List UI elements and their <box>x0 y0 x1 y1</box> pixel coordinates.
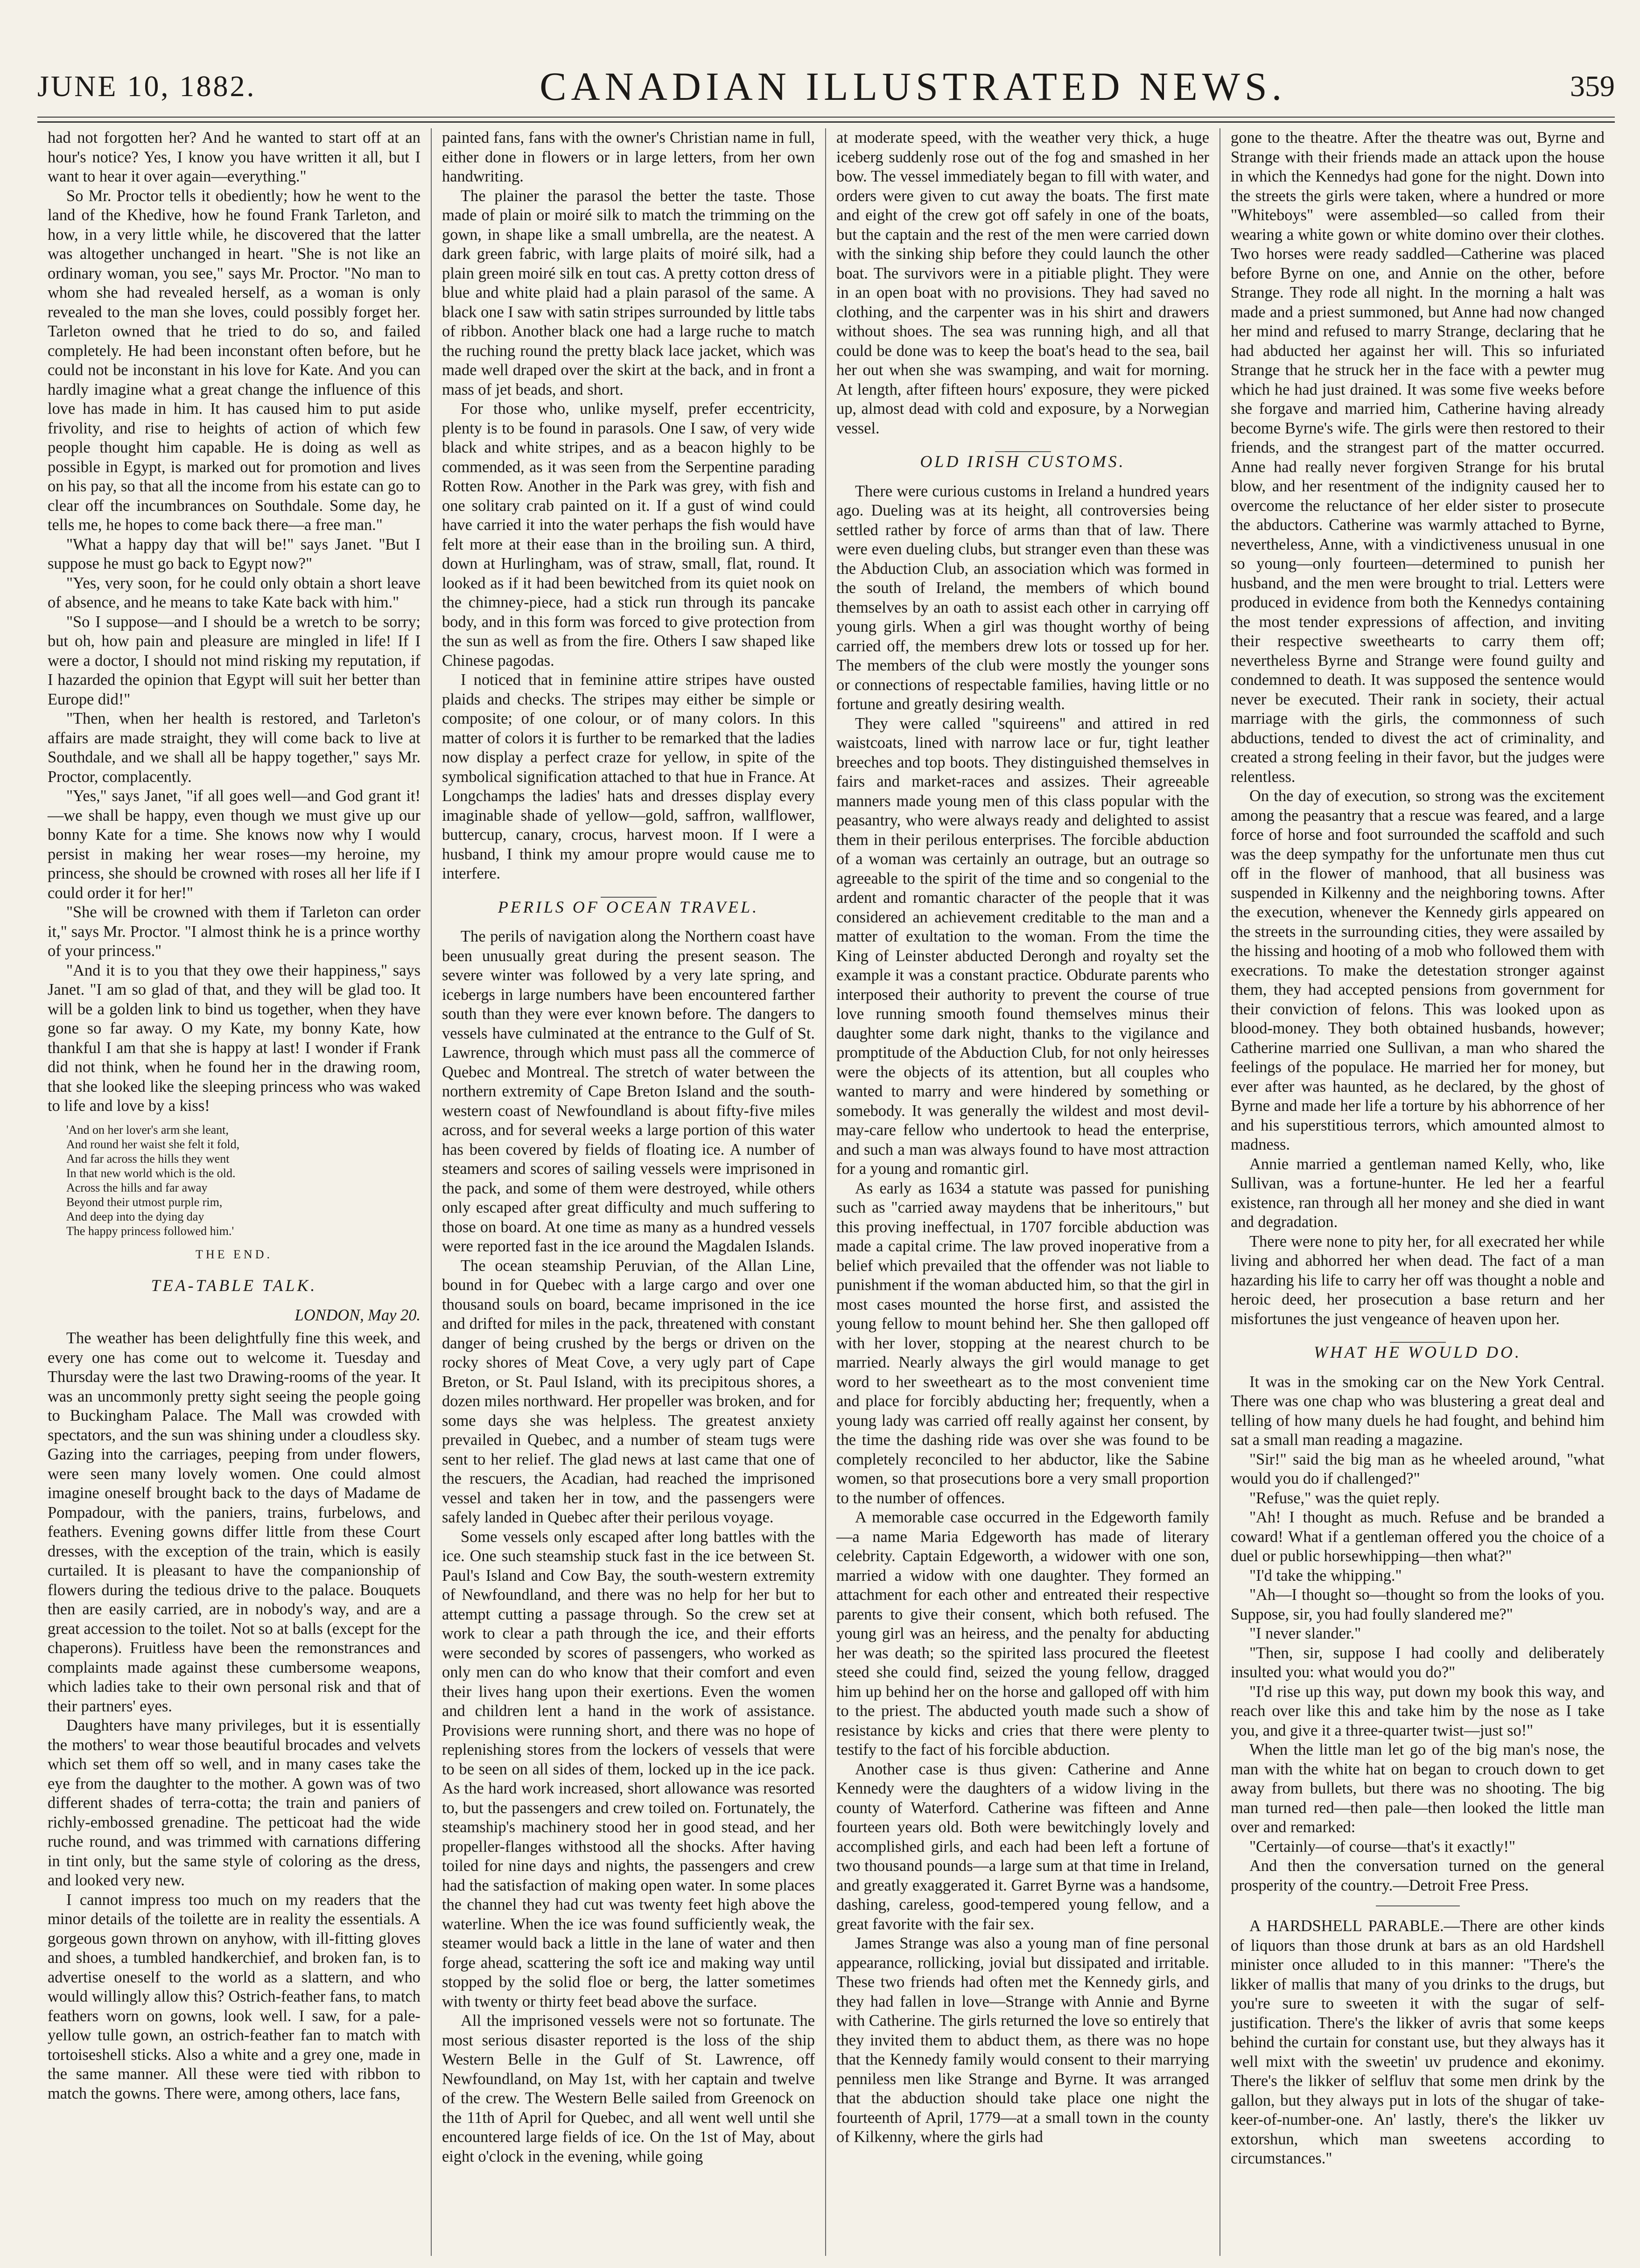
paragraph: "Then, sir, suppose I had coolly and deliberately insulted you: what would you do?" <box>1231 1644 1605 1681</box>
article-columns <box>37 128 1615 2256</box>
paragraph: There were none to pity her, for all execrated her while living and abhorred her when dead. The fact of a man hazarding his life to carry her off was thought a noble and heroic deed, her prosecution a base return and her misfortunes the just vengeance of heaven upon her. <box>1231 1232 1605 1328</box>
paragraph: gone to the theatre. After the theatre was out, Byrne and Strange with their friends made an attack upon the house in which the Kennedys had gone for the night. Down into the streets the girls were taken, where a hundred or more "Whiteboys" were assembled—so called from their wearing a white gown or white domino over their clothes. Two horses were ready saddled—Catherine was placed before Byrne on one, and Annie on the other, before Strange. They rode all night. In the morning a halt was made and a priest summoned, but Anne had now changed her mind and refused to marry Strange, declaring that he had abducted her against her will. This so infuriated Strange that he struck her in the face with a pewter mug which he had just drained. It was some five weeks before she forgave and married him, Catherine having already become Byrne's wife. The girls were then restored to their friends, and the strangest part of the matter occurred. Anne had really never forgiven Strange for his brutal blow, and her resentment of the indignity caused her to overcome the reluctance of her elder sister to prosecute the abductors. Catherine was warmly attached to Byrne, nevertheless, Anne, with a vindictiveness unusual in one so young—only fourteen—determined to punish her husband, and the men were brought to trial. Letters were produced in evidence from both the Kennedys containing the most tender expressions of affection, and inviting their respective sweethearts to carry them off; nevertheless Byrne and Strange were found guilty and condemned to death. It was supposed the sentence would never be executed. Their rank in society, their actual marriage with the girls, the commonness of such abductions, tended to divest the act of criminality, and created a strong feeling in their favor, but the judges were relentless. <box>1231 129 1605 786</box>
paragraph: at moderate speed, with the weather very thick, a huge iceberg suddenly rose out of the fog and smashed in her bow. The vessel immediately began to fill with water, and orders were given to cut away the boats. The first mate and eight of the crew got off safely in one of the boats, but the captain and the rest of the men were carried down with the sinking ship before they could launch the other boat. The survivors were in a pitiable plight. They were in an open boat with no provisions. They had saved no clothing, and the carpenter was in his shirt and drawers without shoes. The sea was running high, and all that could be done was to keep the boat's head to the sea, bail her out when she was swamping, and wait for morning. At length, after fifteen hours' exposure, they were picked up, almost dead with cold and exposure, by a Norwegian vessel. <box>836 129 1209 437</box>
paragraph: I noticed that in feminine attire stripes have ousted plaids and checks. The stripes may either be simple or composite; of one colour, or of many colors. In this matter of colors it is further to be remarked that the ladies now display a perfect craze for yellow, in spite of the symbolical signification attached to that hue in France. At Longchamps the ladies' hats and dresses display every imaginable shade of yellow—gold, saffron, wallflower, buttercup, canary, crocus, harvest moon. If I were a husband, I think my amour propre would cause me to interfere. <box>442 671 815 882</box>
story-end-marker: THE END. <box>196 1247 273 1261</box>
page-header <box>37 56 1615 117</box>
paragraph: The weather has been delightfully fine this week, and every one has come out to welcome it. Tuesday and Thursday were the last two Drawing-rooms of the year. It was an uncommonly pretty sight seeing the people going to Buckingham Palace. The Mall was crowded with spectators, and the sun was shining under a cloudless sky. Gazing into the carriages, peeping from under flowers, were seen many lovely women. One could almost imagine oneself brought back to the days of Madame de Pompadour, with the paniers, trains, furbelows, and feathers. Evening gowns differ little from these Court dresses, with the exception of the train, which is easily curtailed. It is pleasant to have the companionship of flowers during the tedious drive to the palace. Bouquets then are easily carried, are in nobody's way, and are a great accession to the toilet. Not so at balls (except for the chaperons). Fruitless have been the remonstrances and complaints made against these cumbersome weapons, which ladies take to their own personal risk and that of their partners' eyes. <box>48 1329 421 1715</box>
paragraph: "Then, when her health is restored, and Tarleton's affairs are made straight, they will come back to live at Southdale, and we shall all be happy together," says Mr. Proctor, complacently. <box>48 710 421 786</box>
paragraph: On the day of execution, so strong was the excitement among the peasantry that a rescue was feared, and a large force of horse and foot surrounded the scaffold and such was the deep sympathy for the unfortunate men thus cut off in the flower of manhood, that all business was suspended in Kilkenny and the neighboring towns. After the execution, whenever the Kennedy girls appeared on the streets in the surrounding cities, they were assailed by the hissing and hooting of a mob who followed them with execrations. To make the detestation stronger against them, they had accepted pensions from government for their conviction of felons. This was looked upon as blood-money. They both obtained husbands, however; Catherine married one Sullivan, a man who shared the feelings of the populace. He married her for money, but ever after was haunted, as he declared, by the ghost of Byrne and made her life a torture by his abhorrence of her and his superstitious terrors, which amounted almost to madness. <box>1231 787 1605 1153</box>
section-divider <box>1376 1905 1460 1906</box>
poem-line: And deep into the dying day <box>66 1209 204 1223</box>
section-heading-text: WHAT HE WOULD DO. <box>1314 1343 1521 1361</box>
section-heading-text: PERILS OF OCEAN TRAVEL. <box>498 897 759 916</box>
poem-line: The happy princess followed him.' <box>66 1224 234 1238</box>
section-heading-text: OLD IRISH CUSTOMS. <box>920 452 1126 471</box>
poem-line: And round her waist she felt it fold, <box>66 1137 240 1151</box>
paragraph <box>1231 1917 1605 2169</box>
paragraph: Daughters have many privileges, but it is essentially the mothers' to wear those beautiful brocades and velvets which set them off so well, and in many cases take the eye from the daughter to the mother. A gown was of two different shades of terra-cotta; the train and paniers of richly-embossed grenadine. The petticoat had the wide ruche round, and was trimmed with carnations differing in tint only, but the same style of coloring as the dress, and looked very new. <box>48 1717 421 1889</box>
poem-quote <box>66 1123 421 1238</box>
paragraph: "And it is to you that they owe their happiness," says Janet. "I am so glad of that, and they will be glad too. It will be a golden link to bind us together, when they have gone so far away. O my Kate, my bonny Kate, how thankful I am that she is happy at last! I wonder if Frank did not think, when he found her in the drawing room, that she looked like the sleeping princess who was waked to life and love by a kiss! <box>48 961 421 1115</box>
paragraph: And then the conversation turned on the general prosperity of the country.—Detroit Free Press. <box>1231 1857 1605 1894</box>
column-4 <box>1220 128 1615 2256</box>
poem-line: And far across the hills they went <box>66 1151 230 1165</box>
paragraph: It was in the smoking car on the New York Central. There was one chap who was blustering a great deal and telling of how many duels he had fought, and behind him sat a small man reading a magazine. <box>1231 1373 1605 1449</box>
paragraph: "Refuse," was the quiet reply. <box>1249 1489 1440 1507</box>
header-rule <box>37 117 1615 123</box>
section-heading <box>442 897 815 917</box>
paragraph: The perils of navigation along the Northern coast have been unusually great during the present season. The severe winter was followed by a very late spring, and icebergs in large numbers have been encountered farther south than they were ever known before. The dangers to vessels have culminated at the entrance to the Gulf of St. Lawrence, through which must pass all the commerce of Quebec and Montreal. The stretch of water between the northern extremity of Cape Breton Island and the south-western coast of Newfoundland is about fifty-five miles across, and for several weeks a large portion of this water has been covered by fields of floating ice. A number of steamers and scores of sailing vessels were imprisoned in the pack, and some of them were destroyed, while others only escaped after great difficulty and much suffering to those on board. At one time as many as a hundred vessels were reported fast in the ice around the Magdalen Islands. <box>442 928 815 1255</box>
column-3 <box>826 128 1220 2256</box>
poem-line: Across the hills and far away <box>66 1180 208 1194</box>
paragraph: "Ah! I thought as much. Refuse and be branded a coward! What if a gentleman offered you the choice of a duel or public horsewhipping—then what?" <box>1231 1508 1605 1565</box>
paragraph: "I never slander." <box>1249 1625 1361 1642</box>
page-number: 359 <box>1570 70 1615 103</box>
paragraph: Annie married a gentleman named Kelly, who, like Sullivan, was a fortune-hunter. He led her a fearful existence, ran through all her money and she died in want and degradation. <box>1231 1155 1605 1231</box>
poem-line: Beyond their utmost purple rim, <box>66 1195 223 1209</box>
paragraph: So Mr. Proctor tells it obediently; how he went to the land of the Khedive, how he found Frank Tarleton, and how, in a very little while, he discovered that the latter was altogether unchanged in heart. "She is not like an ordinary woman, you see," says Mr. Proctor. "No man to whom she had revealed herself, as a woman is only revealed to the man she loves, could possibly forget her. Tarleton owned that he tried to do so, and failed completely. He had been inconstant often before, but he could not be inconstant in his love for Kate. And you can hardly imagine what a great change the influence of this love has made in him. It has caused him to put aside frivolity, and rise to heights of action of which few people thought him capable. He is doing as well as possible in Egypt, is marked out for promotion and lives on his pay, so that all the income from his estate can go to clear off the incumbrances on Southdale. Some day, he tells me, he hopes to come back there—a free man." <box>48 187 421 534</box>
paragraph: A memorable case occurred in the Edgeworth family—a name Maria Edgeworth has made of literary celebrity. Captain Edgeworth, a widower with one son, married a widow with one daughter. They formed an attachment for each other and entreated their respective parents to give their consent, which both refused. The young girl was an heiress, and the penalty for abducting her was death; so the spirited lass procured the fleetest steed she could find, seized the young fellow, dragged him up behind her on the horse and galloped off with him to the priest. The abducted youth made such a show of resistance by kicks and cries that there were plenty to testify to the fact of his forcible abduction. <box>836 1508 1209 1759</box>
paragraph: For those who, unlike myself, prefer eccentricity, plenty is to be found in parasols. One I saw, of very wide black and white stripes, and as a beacon highly to be commended, as it was seen from the Serpentine parading Rotten Row. Another in the Park was grey, with fish and one solitary crab painted on it. If a gust of wind could have carried it into the water perhaps the fish would have felt more at their ease than in the broiling sun. A third, down at Hurlingham, was of straw, small, flat, round. It looked as if it had been bewitched from its quiet nook on the chimney-piece, had a stick run through its pancake body, and in this form was forced to give protection from the sun as well as from the fire. Others I saw shaped like Chinese pagodas. <box>442 400 815 670</box>
paragraph: James Strange was also a young man of fine personal appearance, rollicking, jovial but dissipated and irritable. These two friends had often met the Kennedy girls, and they had fallen in love—Strange with Annie and Byrne with Catherine. The girls returned the love so entirely that they invited them to abduct them, as there was no hope that the Kennedy family would consent to their marrying penniless men like Strange and Byrne. It was arranged that the abduction should take place one night the fourteenth of April, 1779—at a small town in the county of Kilkenny, where the girls had <box>836 1934 1209 2146</box>
paragraph: I cannot impress too much on my readers that the minor details of the toilette are in reality the essentials. A gorgeous gown thrown on anyhow, with ill-fitting gloves and shoes, a tumbled handkerchief, and broken fan, is to advertise oneself to the world as a slattern, and who would willingly allow this? Ostrich-feather fans, to match feathers worn on gowns, look well. I saw, for a pale-yellow tulle gown, an ostrich-feather fan to match with tortoiseshell sticks. Also a white and a grey one, made in the same manner. All these were tied with ribbon to match the gowns. There were, among others, lace fans, <box>48 1891 421 2102</box>
paragraph: "Ah—I thought so—thought so from the looks of you. Suppose, sir, you had foully slandered me?" <box>1231 1586 1605 1623</box>
paragraph: Another case is thus given: Catherine and Anne Kennedy were the daughters of a widow living in the county of Waterford. Catherine was fifteen and Anne fourteen years old. Both were bewitchingly lovely and accomplished girls, and each had been left a fortune of two thousand pounds—a large sum at that time in Ireland, and greatly exaggerated it. Garret Byrne was a handsome, dashing, careless, good-tempered young fellow, and a great favorite with the fair sex. <box>836 1760 1209 1933</box>
paragraph: The ocean steamship Peruvian, of the Allan Line, bound in for Quebec with a large cargo and over one thousand souls on board, became imprisoned in the ice and drifted for miles in the pack, threatened with constant danger of being crushed by the bergs or driven on the rocky shores of Meat Cove, a very ugly part of Cape Breton, or St. Paul Island, with its precipitous shores, a dozen miles northward. Her propeller was broken, and for some days she was helpless. The greatest anxiety prevailed in Quebec, and a number of steam tugs were sent to her relief. The glad news at last came that one of the rescuers, the Acadian, had reached the imprisoned vessel and taken her in tow, and the passengers were safely landed in Quebec after their perilous voyage. <box>442 1256 815 1526</box>
paragraph: "Sir!" said the big man as he wheeled around, "what would you do if challenged?" <box>1231 1450 1605 1487</box>
paragraph: "Yes, very soon, for he could only obtain a short leave of absence, and he means to take Kate back with him." <box>48 574 421 611</box>
paragraph: painted fans, fans with the owner's Christian name in full, either done in flowers or in large letters, from her own handwriting. <box>442 129 815 185</box>
issue-date: JUNE 10, 1882. <box>37 70 256 103</box>
dateline: LONDON, May 20. <box>294 1306 421 1324</box>
paragraph: "So I suppose—and I should be a wretch to be sorry; but oh, how pain and pleasure are mingled in life! If I were a doctor, I should not mind risking my reputation, if I hazarded the opinion that Egypt will suit her better than Europe did!" <box>48 613 421 708</box>
paragraph: Some vessels only escaped after long battles with the ice. One such steamship stuck fast in the ice between St. Paul's Island and Cow Bay, the south-western extremity of Newfoundland, and there was no help for her but to attempt cutting a passage through. So the crew set at work to clear a path through the ice, and their efforts were seconded by scores of passengers, who worked as only men can do who know that their comfort and even their lives hang upon their exertions. Even the women and children lent a hand in the work of assistance. Provisions were running short, and there was no hope of replenishing stores from the lockers of vessels that were to be seen on all sides of them, locked up in the ice pack. As the hard work increased, short allowance was resorted to, but the passengers and crew toiled on. Fortunately, the steamship's machinery stood her in good stead, and her propeller-flanges withstood all the shocks. After having toiled for nine days and nights, the passengers and crew had the satisfaction of making open water. In some places the channel they had cut was twenty feet high above the waterline. When the ice was found sufficiently weak, the steamer would back a little in the lane of water and then forge ahead, scattering the soft ice and making way until stopped by the solid floe or berg, the latter sometimes with twenty or thirty feet bead above the surface. <box>442 1528 815 2010</box>
paragraph: "Certainly—of course—that's it exactly!" <box>1249 1837 1516 1856</box>
paragraph: "Yes," says Janet, "if all goes well—and God grant it!—we shall be happy, even though we must give up our bonny Kate for a time. She knows now why I would persist in making her wear roses—my heroine, my princess, she should be crowned with roses all her life if I could order it for her!" <box>48 787 421 902</box>
paragraph: As early as 1634 a statute was passed for punishing such as "carried away maydens that be inheritours," but this proving ineffectual, in 1707 forcible abduction was made a capital crime. The law proved inoperative from a belief which prevailed that the offender was not liable to punishment if the woman abducted him, so that the girl in most cases mounted the horse first, and assisted the young fellow to mount behind her. She then galloped off with her lover, stopping at the nearest church to be married. Nearly always the girl would manage to get word to her sweetheart as to the most convenient time and place for forcibly abducting her; frequently, when a young lady was carried off really against her consent, by the time the dashing ride was over she was found to be completely reconciled to her abductor, like the Sabine women, so that prosecutions bore a very small proportion to the number of offences. <box>836 1179 1209 1507</box>
poem-line: 'And on her lover's arm she leant, <box>66 1123 229 1137</box>
section-heading <box>836 451 1209 472</box>
paragraph: All the imprisoned vessels were not so fortunate. The most serious disaster reported is the loss of the ship Western Belle in the Gulf of St. Lawrence, off Newfoundland, on May 1st, with her captain and twelve of the crew. The Western Belle sailed from Greenock on the 11th of April for Quebec, and all went well until she encountered large fields of ice. On the 1st of May, about eight o'clock in the evening, while going <box>442 2012 815 2165</box>
column-2 <box>432 128 826 2256</box>
section-heading <box>1231 1342 1605 1362</box>
section-heading: TEA-TABLE TALK. <box>151 1276 317 1295</box>
paragraph: When the little man let go of the big man's nose, the man with the white hat on began to crouch down to get away from bullets, but there was no shooting. The big man turned red—then pale—then looked the little man over and remarked: <box>1231 1741 1605 1836</box>
paragraph-title: A HARDSHELL PARABLE. <box>1249 1917 1444 1935</box>
column-1 <box>37 128 432 2256</box>
paragraph: "I'd rise up this way, put down my book this way, and reach over like this and take him by the nose as I take you, and give it a three-quarter twist—just so!" <box>1231 1682 1605 1739</box>
paragraph: "She will be crowned with them if Tarleton can order it," says Mr. Proctor. "I almost think he is a prince worthy of your princess." <box>48 903 421 960</box>
paragraph: "What a happy day that will be!" says Janet. "But I suppose he must go back to Egypt now?" <box>48 535 421 572</box>
paragraph: There were curious customs in Ireland a hundred years ago. Dueling was at its height, all controversies being settled rather by force of arms than that of law. There were even dueling clubs, but stranger even than these was the Abduction Club, an association which was formed in the south of Ireland, the members of which bound themselves by an oath to assist each other in carrying off young girls. When a girl was thought worthy of being carried off, the members drew lots or tossed up for her. The members of the club were mostly the younger sons or connections of respectable families, having little or no fortune and greatly desiring wealth. <box>836 482 1209 713</box>
paragraph-body: —There are other kinds of liquors than those drunk at bars as an old Hardshell minister once alluded to in this manner: "There's the likker of mallis that many of you drinks to the drugs, but you're sure to sweeten it with the sugar of self-justification. There's the likker of avris that some keeps behind the curtain for constant use, but they always has it well mixt with the sweetin' uv prudence and ekonimy. There's the likker of selfluv that some men drink by the gallon, but they always put in lots of the shugar of take-keer-of-number-one. An' lastly, there's the likker uv extorshun, which man sweetens according to circumstances." <box>1231 1917 1605 2167</box>
poem-line: In that new world which is the old. <box>66 1166 236 1180</box>
paragraph: "I'd take the whipping." <box>1249 1566 1402 1584</box>
paragraph: had not forgotten her? And he wanted to start off at an hour's notice? Yes, I know you have written it all, but I want to hear it over again—everything." <box>48 129 421 185</box>
paragraph: They were called "squireens" and attired in red waistcoats, lined with narrow lace or fur, tight leather breeches and top boots. They distinguished themselves in fairs and market-races and assizes. Their agreeable manners made young men of this class popular with the peasantry, who were always ready and delighted to assist them in their perilous enterprises. The forcible abduction of a woman was certainly an outrage, but an outrage so agreeable to the spirit of the time and so congenial to the ardent and romantic character of the people that it was considered an achievement creditable to the man and a matter of exultation to the woman. From the time the King of Leinster abducted Derongh and royalty set the example it was a constant practice. Obdurate parents who interposed their authority to prevent the course of true love running smooth found themselves minus their daughter some dark night, thanks to the vigilance and promptitude of the Abduction Club, for not only heiresses were the objects of its attention, but all couples who wanted to marry and were hindered by something or somebody. It was generally the wildest and most devil-may-care fellow who undertook to head the enterprise, and such a man was always found to have most attraction for a young and romantic girl. <box>836 714 1209 1178</box>
paragraph: The plainer the parasol the better the taste. Those made of plain or moiré silk to match the trimming on the gown, in shape like a small umbrella, are the neatest. A dark green fabric, with large plaits of moiré silk, had a plain green moiré silk en tout cas. A pretty cotton dress of blue and white plaid had a plain parasol of the same. A black one I saw with satin stripes surrounded by little tabs of ribbon. Another black one had a large ruche to match the ruching round the pretty black lace jacket, which was made well draped over the skirt at the back, and in front a mass of jet beads, and short. <box>442 187 815 398</box>
masthead-title: CANADIAN ILLUSTRATED NEWS. <box>540 64 1287 109</box>
